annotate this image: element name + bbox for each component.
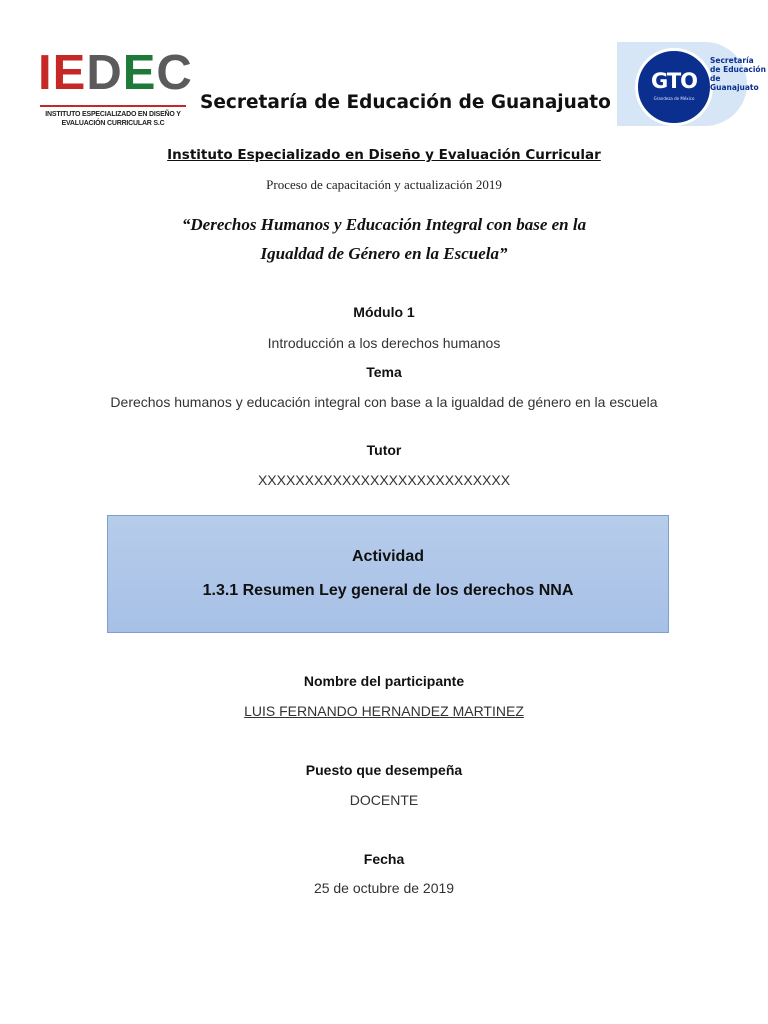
date-label: Fecha xyxy=(363,851,405,867)
course-title-line-2: Igualdad de Género en la Escuela” xyxy=(260,244,508,263)
date-value: 25 de octubre de 2019 xyxy=(313,880,455,896)
role-value: DOCENTE xyxy=(349,792,419,808)
participant-name: LUIS FERNANDO HERNANDEZ MARTINEZ xyxy=(244,703,524,719)
participant-name-label: Nombre del participante xyxy=(303,673,465,689)
gto-logo xyxy=(617,42,766,126)
process-line: Proceso de capacitación y actualización 2019 xyxy=(266,177,502,192)
tutor-name: XXXXXXXXXXXXXXXXXXXXXXXXXXX xyxy=(257,472,511,488)
gto-logo-wordmark: GTO xyxy=(650,69,698,93)
gto-logo-circle xyxy=(635,48,713,126)
course-title-line-1: “Derechos Humanos y Educación Integral con base en la xyxy=(181,215,587,234)
institute-name: Instituto Especializado en Diseño y Evaluación Curricular xyxy=(167,147,601,163)
module-name: Introducción a los derechos humanos xyxy=(267,335,501,351)
module-label: Módulo 1 xyxy=(353,304,415,320)
iedec-logo-rule xyxy=(40,105,186,107)
course-title xyxy=(0,210,768,268)
activity-label: Actividad xyxy=(351,548,424,565)
gto-logo-subtext: Grandeza de México xyxy=(653,96,695,101)
iedec-logo-caption: INSTITUTO ESPECIALIZADO EN DISEÑO Y EVALUACIÓN CURRICULAR S.C xyxy=(45,111,181,127)
activity-box xyxy=(107,515,669,633)
iedec-logo-wordmark: IEDEC xyxy=(38,46,193,100)
iedec-logo xyxy=(38,44,193,136)
tema-text: Derechos humanos y educación integral con base a la igualdad de género en la escuela xyxy=(110,394,658,410)
activity-title: 1.3.1 Resumen Ley general de los derechos NNA xyxy=(202,582,574,599)
gto-logo-caption: Secretaría de Educación de Guanajuato xyxy=(710,56,766,92)
tema-label: Tema xyxy=(366,364,402,380)
role-label: Puesto que desempeña xyxy=(305,762,463,778)
header-title: Secretaría de Educación de Guanajuato xyxy=(200,92,611,113)
tutor-label: Tutor xyxy=(366,442,402,458)
